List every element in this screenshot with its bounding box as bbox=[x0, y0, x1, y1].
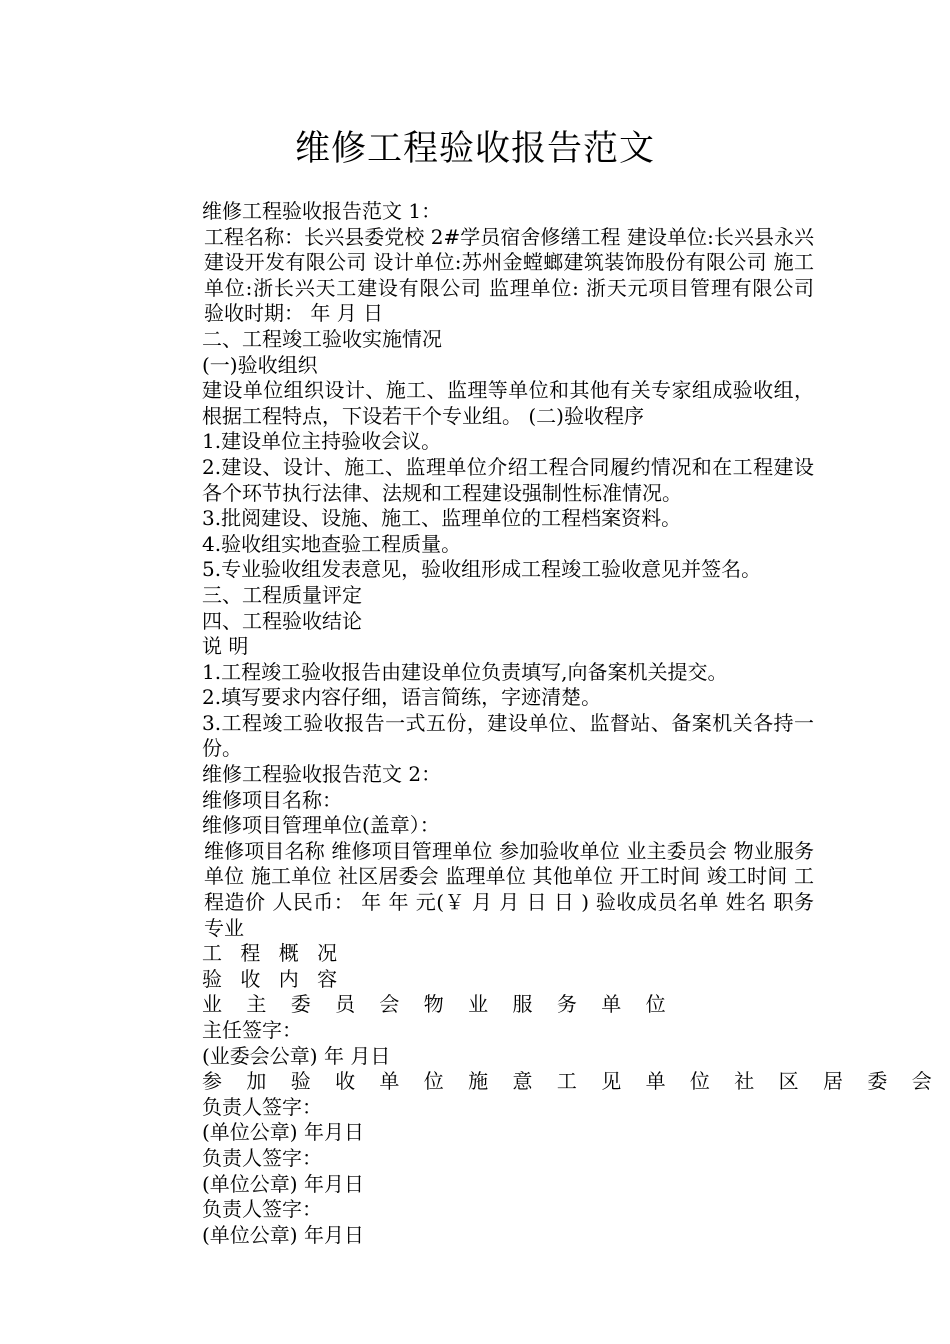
organization-paragraph: 建设单位组织设计、施工、监理等单位和其他有关专家组成验收组，根据工程特点，下设若干个专业组。 (二)验收程序 bbox=[202, 378, 814, 428]
procedure-item-1: 1.建设单位主持验收会议。 bbox=[202, 429, 442, 454]
section-heading-sample-2: 维修工程验收报告范文 2： bbox=[202, 762, 442, 787]
project-info-paragraph: 工程名称：长兴县委党校 2#学员宿舍修缮工程 建设单位:长兴县永兴建设开发有限公司 设计单位:苏州金螳螂建筑装饰股份有限公司 施工单位:浙长兴天工建设有限公司 监理单位: 浙天元项目管理有限公司 验收时期： 年 月 日 bbox=[204, 224, 814, 326]
note-item-1: 1.工程竣工验收报告由建设单位负责填写,向备案机关提交。 bbox=[202, 659, 728, 684]
owners-committee-heading: 业 主 委 员 会 物 业 服 务 单 位 bbox=[202, 992, 675, 1017]
document-body bbox=[146, 199, 941, 1248]
unit-seal-date-3: (单位公章) 年月日 bbox=[202, 1222, 364, 1247]
procedure-item-3: 3.批阅建设、设施、施工、监理单位的工程档案资料。 bbox=[202, 506, 682, 531]
unit-seal-date-2: (单位公章) 年月日 bbox=[202, 1171, 364, 1196]
section-heading-acceptance-conclusion: 四、工程验收结论 bbox=[202, 608, 362, 633]
subsection-heading-acceptance-organization: (一)验收组织 bbox=[202, 352, 318, 377]
document-title: 维修工程验收报告范文 bbox=[294, 129, 655, 169]
section-heading-acceptance-implementation: 二、工程竣工验收实施情况 bbox=[202, 326, 442, 351]
acceptance-content-heading: 验 收 内 容 bbox=[202, 966, 344, 991]
unit-seal-date-1: (单位公章) 年月日 bbox=[202, 1120, 364, 1145]
notes-heading: 说 明 bbox=[202, 634, 249, 659]
repair-management-unit-label: 维修项目管理单位(盖章）： bbox=[202, 813, 440, 838]
repair-project-name-label: 维修项目名称： bbox=[202, 787, 342, 812]
responsible-signature-label-1: 负责人签字： bbox=[202, 1094, 322, 1119]
section-heading-sample-1: 维修工程验收报告范文 1： bbox=[202, 199, 442, 223]
procedure-item-2: 2.建设、设计、施工、监理单位介绍工程合同履约情况和在工程建设各个环节执行法律、法规和工程建设强制性标准情况。 bbox=[202, 454, 814, 505]
procedure-item-5: 5.专业验收组发表意见，验收组形成工程竣工验收意见并签名。 bbox=[202, 557, 762, 582]
section-heading-quality-assessment: 三、工程质量评定 bbox=[202, 582, 362, 607]
note-item-2: 2.填写要求内容仔细，语言简练，字迹清楚。 bbox=[202, 685, 602, 710]
responsible-signature-label-2: 负责人签字： bbox=[202, 1145, 322, 1170]
repair-form-fields-paragraph: 维修项目名称 维修项目管理单位 参加验收单位 业主委员会 物业服务单位 施工单位 社区居委会 监理单位 其他单位 开工时间 竣工时间 工程造价 人民币： 年 年 元(￥ 月 月 日 日 ) 验收成员名单 姓名 职务 专业 bbox=[204, 838, 814, 940]
director-signature-label: 主任签字： bbox=[202, 1018, 302, 1042]
procedure-item-4: 4.验收组实地查验工程质量。 bbox=[202, 531, 462, 556]
participating-units-heading: 参 加 验 收 单 位 施 意 工 见 单 位 社 区 居 委 会 bbox=[202, 1069, 941, 1094]
note-item-3: 3.工程竣工验收报告一式五份，建设单位、监督站、备案机关各持一份。 bbox=[202, 710, 814, 761]
committee-seal-date: (业委会公章) 年 月日 bbox=[202, 1043, 391, 1068]
project-overview-heading: 工 程 概 况 bbox=[202, 941, 344, 966]
responsible-signature-label-3: 负责人签字： bbox=[202, 1197, 322, 1222]
